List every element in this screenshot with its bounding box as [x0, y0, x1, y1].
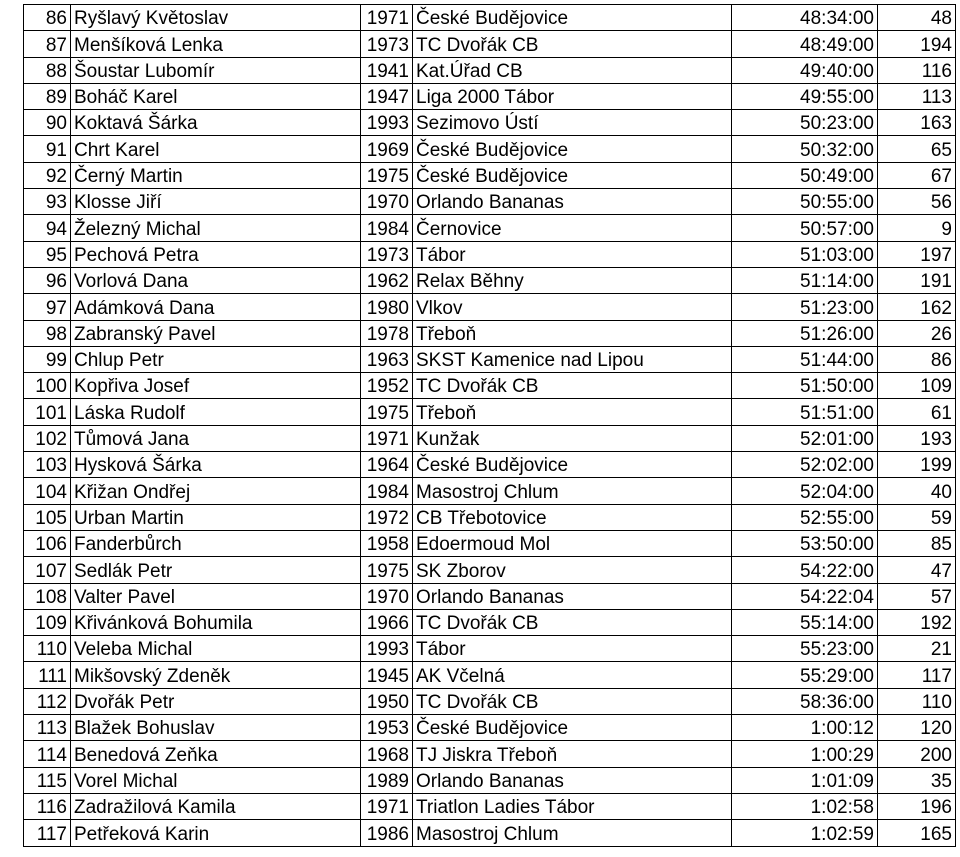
year-cell: 1986	[361, 820, 413, 846]
year-cell: 1971	[361, 5, 413, 31]
name-cell: Železný Michal	[71, 215, 361, 241]
rank-cell: 113	[24, 715, 71, 741]
club-cell: Kunžak	[413, 425, 732, 451]
table-row	[24, 741, 956, 767]
year-cell: 1984	[361, 478, 413, 504]
bib-cell: 162	[878, 294, 956, 320]
time-cell: 1:00:29	[732, 741, 878, 767]
year-cell: 1993	[361, 110, 413, 136]
table-row	[24, 530, 956, 556]
rank-cell: 90	[24, 110, 71, 136]
time-cell: 52:01:00	[732, 425, 878, 451]
time-cell: 51:26:00	[732, 320, 878, 346]
time-cell: 55:29:00	[732, 662, 878, 688]
name-cell: Pechová Petra	[71, 241, 361, 267]
club-cell: CB Třebotovice	[413, 504, 732, 530]
bib-cell: 57	[878, 583, 956, 609]
table-row	[24, 189, 956, 215]
name-cell: Zabranský Pavel	[71, 320, 361, 346]
bib-cell: 109	[878, 373, 956, 399]
club-cell: Třeboň	[413, 320, 732, 346]
year-cell: 1970	[361, 583, 413, 609]
bib-cell: 120	[878, 715, 956, 741]
time-cell: 54:22:04	[732, 583, 878, 609]
club-cell: České Budějovice	[413, 5, 732, 31]
year-cell: 1972	[361, 504, 413, 530]
table-row	[24, 5, 956, 31]
name-cell: Šoustar Lubomír	[71, 57, 361, 83]
year-cell: 1966	[361, 609, 413, 635]
table-row	[24, 793, 956, 819]
name-cell: Chlup Petr	[71, 346, 361, 372]
club-cell: Vlkov	[413, 294, 732, 320]
rank-cell: 116	[24, 793, 71, 819]
year-cell: 1973	[361, 31, 413, 57]
bib-cell: 67	[878, 162, 956, 188]
bib-cell: 191	[878, 267, 956, 293]
rank-cell: 102	[24, 425, 71, 451]
club-cell: Sezimovo Ústí	[413, 110, 732, 136]
rank-cell: 92	[24, 162, 71, 188]
time-cell: 49:55:00	[732, 83, 878, 109]
table-row	[24, 136, 956, 162]
club-cell: Kat.Úřad CB	[413, 57, 732, 83]
year-cell: 1970	[361, 189, 413, 215]
year-cell: 1973	[361, 241, 413, 267]
rank-cell: 112	[24, 688, 71, 714]
time-cell: 50:49:00	[732, 162, 878, 188]
club-cell: Triatlon Ladies Tábor	[413, 793, 732, 819]
time-cell: 1:00:12	[732, 715, 878, 741]
time-cell: 51:14:00	[732, 267, 878, 293]
name-cell: Ryšlavý Květoslav	[71, 5, 361, 31]
year-cell: 1947	[361, 83, 413, 109]
time-cell: 52:04:00	[732, 478, 878, 504]
name-cell: Chrt Karel	[71, 136, 361, 162]
year-cell: 1978	[361, 320, 413, 346]
table-row	[24, 346, 956, 372]
name-cell: Vorlová Dana	[71, 267, 361, 293]
bib-cell: 113	[878, 83, 956, 109]
rank-cell: 107	[24, 557, 71, 583]
table-row	[24, 31, 956, 57]
rank-cell: 93	[24, 189, 71, 215]
year-cell: 1989	[361, 767, 413, 793]
year-cell: 1975	[361, 399, 413, 425]
time-cell: 51:44:00	[732, 346, 878, 372]
time-cell: 50:32:00	[732, 136, 878, 162]
time-cell: 48:34:00	[732, 5, 878, 31]
club-cell: Orlando Bananas	[413, 767, 732, 793]
rank-cell: 89	[24, 83, 71, 109]
year-cell: 1963	[361, 346, 413, 372]
table-row	[24, 83, 956, 109]
rank-cell: 97	[24, 294, 71, 320]
bib-cell: 59	[878, 504, 956, 530]
bib-cell: 192	[878, 609, 956, 635]
year-cell: 1984	[361, 215, 413, 241]
time-cell: 51:03:00	[732, 241, 878, 267]
time-cell: 55:23:00	[732, 636, 878, 662]
table-row	[24, 162, 956, 188]
club-cell: Tábor	[413, 636, 732, 662]
rank-cell: 98	[24, 320, 71, 346]
club-cell: České Budějovice	[413, 162, 732, 188]
name-cell: Menšíková Lenka	[71, 31, 361, 57]
rank-cell: 104	[24, 478, 71, 504]
club-cell: Tábor	[413, 241, 732, 267]
table-row	[24, 504, 956, 530]
year-cell: 1968	[361, 741, 413, 767]
table-row	[24, 583, 956, 609]
club-cell: TJ Jiskra Třeboň	[413, 741, 732, 767]
table-row	[24, 452, 956, 478]
bib-cell: 61	[878, 399, 956, 425]
rank-cell: 94	[24, 215, 71, 241]
time-cell: 48:49:00	[732, 31, 878, 57]
bib-cell: 196	[878, 793, 956, 819]
table-row	[24, 373, 956, 399]
table-row	[24, 267, 956, 293]
name-cell: Benedová Zeňka	[71, 741, 361, 767]
time-cell: 50:55:00	[732, 189, 878, 215]
name-cell: Klosse Jiří	[71, 189, 361, 215]
name-cell: Láska Rudolf	[71, 399, 361, 425]
rank-cell: 86	[24, 5, 71, 31]
year-cell: 1975	[361, 557, 413, 583]
rank-cell: 110	[24, 636, 71, 662]
bib-cell: 9	[878, 215, 956, 241]
bib-cell: 116	[878, 57, 956, 83]
rank-cell: 103	[24, 452, 71, 478]
club-cell: Černovice	[413, 215, 732, 241]
table-row	[24, 715, 956, 741]
bib-cell: 40	[878, 478, 956, 504]
rank-cell: 105	[24, 504, 71, 530]
time-cell: 58:36:00	[732, 688, 878, 714]
rank-cell: 108	[24, 583, 71, 609]
year-cell: 1980	[361, 294, 413, 320]
rank-cell: 96	[24, 267, 71, 293]
time-cell: 52:02:00	[732, 452, 878, 478]
table-row	[24, 320, 956, 346]
table-row	[24, 294, 956, 320]
bib-cell: 21	[878, 636, 956, 662]
time-cell: 51:23:00	[732, 294, 878, 320]
rank-cell: 95	[24, 241, 71, 267]
rank-cell: 111	[24, 662, 71, 688]
name-cell: Adámková Dana	[71, 294, 361, 320]
time-cell: 49:40:00	[732, 57, 878, 83]
club-cell: TC Dvořák CB	[413, 609, 732, 635]
club-cell: České Budějovice	[413, 136, 732, 162]
time-cell: 51:50:00	[732, 373, 878, 399]
bib-cell: 110	[878, 688, 956, 714]
time-cell: 50:57:00	[732, 215, 878, 241]
table-row	[24, 57, 956, 83]
name-cell: Boháč Karel	[71, 83, 361, 109]
table-row	[24, 636, 956, 662]
table-row	[24, 399, 956, 425]
bib-cell: 199	[878, 452, 956, 478]
time-cell: 1:02:58	[732, 793, 878, 819]
name-cell: Křivánková Bohumila	[71, 609, 361, 635]
name-cell: Tůmová Jana	[71, 425, 361, 451]
rank-cell: 100	[24, 373, 71, 399]
bib-cell: 197	[878, 241, 956, 267]
club-cell: Relax Běhny	[413, 267, 732, 293]
bib-cell: 35	[878, 767, 956, 793]
time-cell: 1:02:59	[732, 820, 878, 846]
table-row	[24, 110, 956, 136]
name-cell: Koktavá Šárka	[71, 110, 361, 136]
rank-cell: 87	[24, 31, 71, 57]
year-cell: 1971	[361, 793, 413, 819]
table-row	[24, 688, 956, 714]
bib-cell: 65	[878, 136, 956, 162]
year-cell: 1952	[361, 373, 413, 399]
table-row	[24, 215, 956, 241]
year-cell: 1962	[361, 267, 413, 293]
table-row	[24, 241, 956, 267]
year-cell: 1958	[361, 530, 413, 556]
club-cell: SKST Kamenice nad Lipou	[413, 346, 732, 372]
name-cell: Blažek Bohuslav	[71, 715, 361, 741]
bib-cell: 56	[878, 189, 956, 215]
rank-cell: 114	[24, 741, 71, 767]
time-cell: 53:50:00	[732, 530, 878, 556]
rank-cell: 101	[24, 399, 71, 425]
name-cell: Urban Martin	[71, 504, 361, 530]
time-cell: 55:14:00	[732, 609, 878, 635]
name-cell: Veleba Michal	[71, 636, 361, 662]
club-cell: Orlando Bananas	[413, 583, 732, 609]
bib-cell: 47	[878, 557, 956, 583]
name-cell: Hysková Šárka	[71, 452, 361, 478]
time-cell: 54:22:00	[732, 557, 878, 583]
year-cell: 1969	[361, 136, 413, 162]
year-cell: 1950	[361, 688, 413, 714]
rank-cell: 106	[24, 530, 71, 556]
name-cell: Vorel Michal	[71, 767, 361, 793]
name-cell: Křižan Ondřej	[71, 478, 361, 504]
results-table-body	[24, 5, 956, 847]
club-cell: Masostroj Chlum	[413, 478, 732, 504]
time-cell: 51:51:00	[732, 399, 878, 425]
club-cell: TC Dvořák CB	[413, 688, 732, 714]
year-cell: 1953	[361, 715, 413, 741]
rank-cell: 88	[24, 57, 71, 83]
name-cell: Valter Pavel	[71, 583, 361, 609]
club-cell: SK Zborov	[413, 557, 732, 583]
bib-cell: 194	[878, 31, 956, 57]
bib-cell: 117	[878, 662, 956, 688]
year-cell: 1964	[361, 452, 413, 478]
club-cell: TC Dvořák CB	[413, 373, 732, 399]
table-row	[24, 767, 956, 793]
bib-cell: 193	[878, 425, 956, 451]
name-cell: Zadražilová Kamila	[71, 793, 361, 819]
bib-cell: 165	[878, 820, 956, 846]
club-cell: AK Včelná	[413, 662, 732, 688]
name-cell: Fanderbůrch	[71, 530, 361, 556]
name-cell: Kopřiva Josef	[71, 373, 361, 399]
club-cell: Liga 2000 Tábor	[413, 83, 732, 109]
bib-cell: 86	[878, 346, 956, 372]
table-row	[24, 820, 956, 846]
bib-cell: 26	[878, 320, 956, 346]
name-cell: Petřeková Karin	[71, 820, 361, 846]
time-cell: 50:23:00	[732, 110, 878, 136]
club-cell: Edoermoud Mol	[413, 530, 732, 556]
rank-cell: 91	[24, 136, 71, 162]
table-row	[24, 557, 956, 583]
table-row	[24, 662, 956, 688]
year-cell: 1975	[361, 162, 413, 188]
club-cell: Třeboň	[413, 399, 732, 425]
bib-cell: 163	[878, 110, 956, 136]
results-table	[23, 4, 956, 847]
club-cell: TC Dvořák CB	[413, 31, 732, 57]
rank-cell: 117	[24, 820, 71, 846]
name-cell: Sedlák Petr	[71, 557, 361, 583]
club-cell: České Budějovice	[413, 715, 732, 741]
bib-cell: 85	[878, 530, 956, 556]
rank-cell: 109	[24, 609, 71, 635]
year-cell: 1971	[361, 425, 413, 451]
time-cell: 52:55:00	[732, 504, 878, 530]
bib-cell: 48	[878, 5, 956, 31]
club-cell: Masostroj Chlum	[413, 820, 732, 846]
club-cell: České Budějovice	[413, 452, 732, 478]
bib-cell: 200	[878, 741, 956, 767]
time-cell: 1:01:09	[732, 767, 878, 793]
rank-cell: 115	[24, 767, 71, 793]
name-cell: Mikšovský Zdeněk	[71, 662, 361, 688]
table-row	[24, 478, 956, 504]
name-cell: Dvořák Petr	[71, 688, 361, 714]
rank-cell: 99	[24, 346, 71, 372]
year-cell: 1993	[361, 636, 413, 662]
table-row	[24, 425, 956, 451]
table-row	[24, 609, 956, 635]
club-cell: Orlando Bananas	[413, 189, 732, 215]
year-cell: 1945	[361, 662, 413, 688]
name-cell: Černý Martin	[71, 162, 361, 188]
year-cell: 1941	[361, 57, 413, 83]
